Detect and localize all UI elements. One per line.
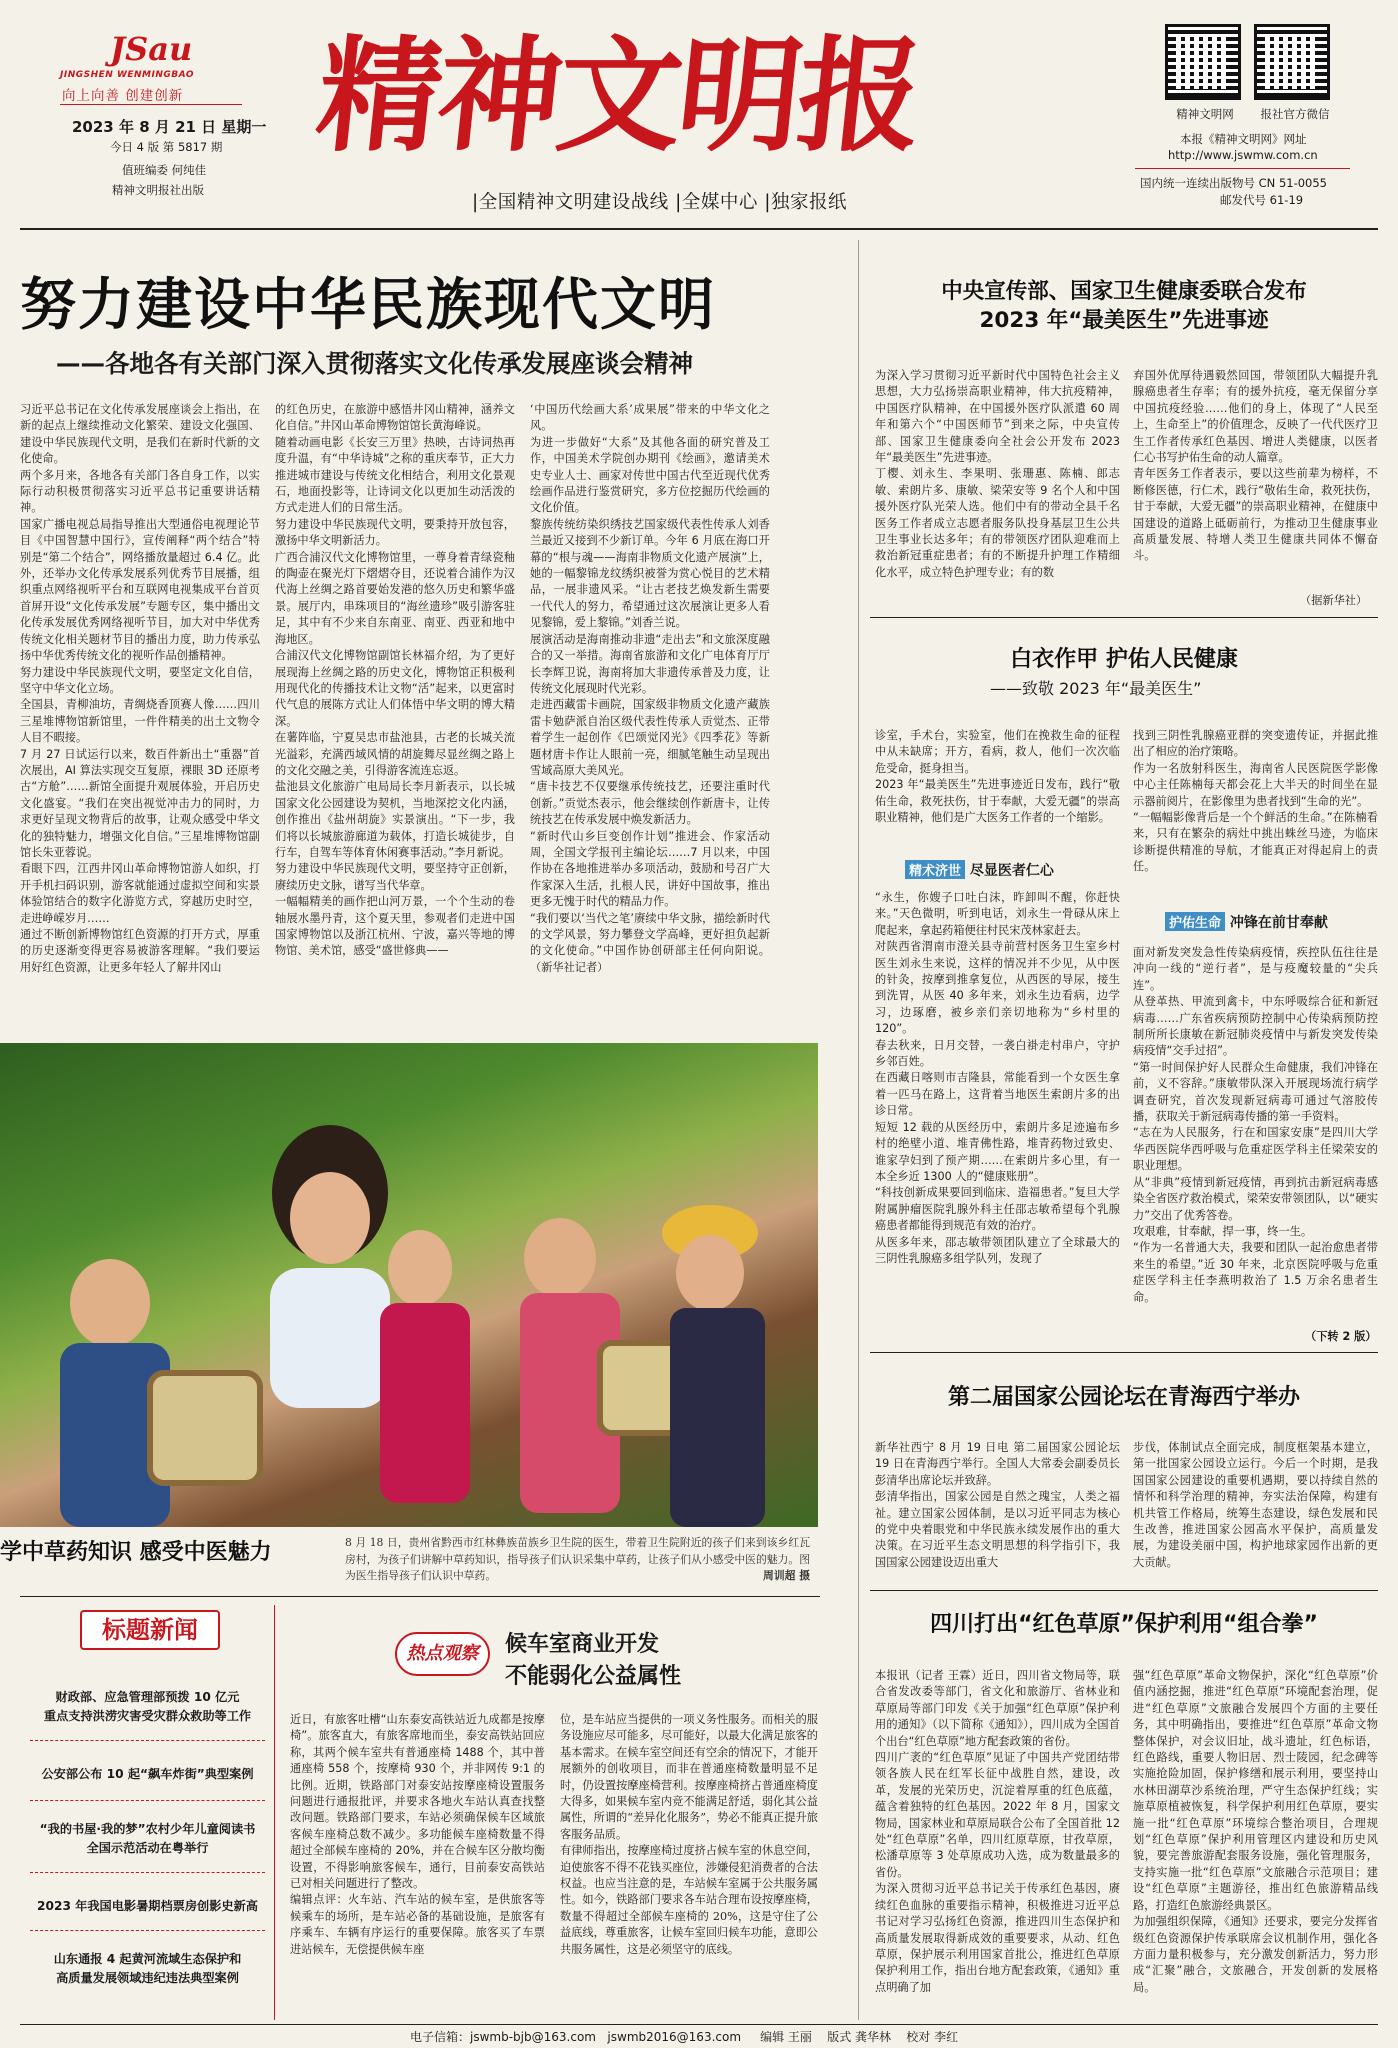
website-link[interactable]: http://www.jswmw.com.cn: [1168, 148, 1318, 162]
footer-editor: 编辑 王丽: [760, 2030, 812, 2044]
tribute-col-1-intro: 诊室，手术台，实验室，他们在挽救生命的征程中从未缺席；开方，看病，救人，他们一次次临危受命，挺身担当。 2023 年“最美医生”先进事迹近日发布，践行“敬佑生命，救死扶伤，甘于奉献，大爱无疆”的崇高职业精神，他们是广大医务工作者的一个缩影。: [875, 729, 1120, 825]
grassland-col-2: 强“红色草原”革命文物保护，深化“红色草原”价值内涵挖掘，推进“红色草原”环境配套治理，促进“红色草原”文旅融合发展四个方面的主要任务，其中明确指出，要推进“红色草原”革命文物整体保护，对会议旧址，战斗遗址，红色标语，红色路线，重要人物旧居、烈士陵园，纪念碑等实施抢险加固，保护修缮和展示利用，要坚持山水林田湖草沙系统治理，严守生态保护红线；实施草原植被恢复，科学保护利用红色草原，要实施一批“红色草原”环境综合整治项目，合理规划“红色草原”保护利用管理区内建设和历史风貌，要完善旅游配套服务设施，强化管理服务，支持实施一批“红色草原”文旅融合示范项目；建设“红色草原”主题游径，推出红色旅游精品线路，打造红色旅游经典景区。 为加强组织保障，《通知》还要求，要完分发挥省级红色资源保护传承联席会议机制作用，强化各方面力量积极参与，充分激发创新活力，努力形成“汇聚”融合，文旅融合，开发创新的发展格局。: [1133, 1669, 1378, 1994]
tribute-col-1-rest: “永生，你嫂子口吐白沫，昨卸叫不醒，你赶快来。”天色微明，听到电话，刘永生一骨碌从床上爬起来，拿起药箱便往村民宋茂林家赶去。 对陕西省渭南市澄关县寺前营村医务卫生室乡村医生刘永生来说，这样的情况并不少见，从中医的针灸，按摩到推拿复位，从西医的导尿，接生到洗胃，从医 40 多年来，刘永生边看病，边学习，边琢磨，被乡亲们亲切地称为“乡村里的 120”。 春去秋来，日月交替，一袭白褂走村串户，守护乡邻百姓。 在西藏日喀则市吉隆县，常能看到一个女医生拿着一匹马在路上，这背着当地医生索朗片多的出诊日常。 短短 12 载的从医经历中，索朗片多足迹遍布乡村的绝壁小道、堆青佛性路，堆青药物过致史、谁家孕妇到了预产期……在索朗片多心里，有一本全乡近 1300 人的“健康账册”。 “科技创新成果要回到临床、造福患者。”复旦大学附属肿瘤医院乳腺外科主任邵志敏希望每个乳腺癌患者都能得到规范有效的治疗。 从医多年来，邵志敏带领团队建立了全球最大的三阴性乳腺癌多组学队列，发现了: [875, 891, 1120, 1265]
commentary-col-1: 近日，有旅客吐槽“山东泰安高铁站近九成都是按摩椅”。旅客直大，有旅客席地而坐，泰安高铁站回应称，其两个候车室共有普通座椅 1488 个，其中普通座椅 558 个，按摩椅 930 个，并非网传 9:1 的比例。近期，铁路部门对泰安站按摩座椅设置服务问题进行通报批评，并要求各地火车站认真查找整改问题。铁路部门要求，车站必须确保候车区域旅客候车座椅总数不减少。多功能候车座椅数量不得超过全部候车座椅的 20%，并在合候车区分散均衡设置，不得影响旅客候车，通行，目前泰安高铁站已对相关问题进行了整改。 编辑点评：火车站、汽车站的候车室，是供旅客等候乘车的场所，是车站必备的基础设施，是旅客有序乘车、车辆有序运行的重要保障。旅客买了车票进站候车，无偿提供候车座: [290, 1713, 545, 1956]
doctors-source: （据新华社）: [1300, 594, 1368, 607]
tribute-subhead: ——致敬 2023 年“最美医生”: [990, 679, 1202, 698]
cn-number: 国内统一连续出版物号 CN 51-0055: [1140, 176, 1327, 190]
commentary-headline-2: 不能弱化公益属性: [505, 1664, 682, 1689]
issue-edition: 今日 4 版 第 5817 期: [110, 140, 223, 154]
sidebar-title: 标题新闻: [102, 1615, 198, 1644]
slogan: 向上向善 创建创新: [62, 88, 184, 104]
publisher: 精神文明报社出版: [112, 183, 204, 197]
post-code: 邮发代号 61-19: [1220, 193, 1304, 207]
qr1-label: 精神文明网: [1176, 107, 1234, 121]
tribute-col-2-rest: 面对新发突发急性传染病疫情，疾控队伍往往是冲向一线的“逆行者”，是与疫魔较量的“尖兵连”。 从登革热、甲流到禽卡，中东呼吸综合征和新冠病毒……广东省疾病预防控制中心传染病预防控制所所长康敏在新冠肺炎疫情中与新发突发传染病疫情“交手过招”。 “第一时间保护好人民群众生命健康，我们冲锋在前，义不容辞。”康敏带队深入开展现场流行病学调查研究，首次发现新冠病毒可通过气溶胶传播，获取关于新冠病毒传播的第一手资料。 “志在为人民服务，行在和国家安康”是四川大学华西医院华西呼吸与危重症医学科主任梁荣安的职业理想。 从“非典”疫情到新冠疫情，再到抗击新冠病毒感染全省医疗救治模式，梁荣安带领团队，以“硬实力”交出了优秀答卷。 攻艰难，甘奉献，捍一事，终一生。 “作为一名普通大夫，我要和团队一起治愈患者带来生的希望。”近 30 年来，北京医院呼吸与危重症医学科主任李燕明救治了 1.5 万余名患者生命。: [1133, 946, 1378, 1304]
tribute-section-2: 护佑生命 冲锋在前甘奉献: [1165, 912, 1328, 932]
qr-code-website: [1165, 24, 1241, 100]
park-headline: 第二届国家公园论坛在青海西宁举办: [947, 1385, 1300, 1410]
lead-col-3: ‘中国历代绘画大系’成果展”带来的中华文化之风。 为进一步做好“大系”及其他各面的研究普及工作，中国美术学院创办期刊《绘画》，邀请美术史专业人士、画家对传世中国古代至近现代优秀绘画作品进行鉴赏研究，多方位挖掘历代绘画的文化价值。 黎族传统纺染织绣技艺国家级代表性传承人刘香兰最近又接到不少新订单。今年 6 月底在海口开幕的“根与魂——海南非物质文化遗产展演”上，她的一幅黎锦龙纹绣织被誉为赏心悦目的艺术精品，一展非遗风采。“让古老技艺焕发新生需要一代代人的努力，希望通过这次展演让更多人看见黎锦，爱上黎锦。”刘香兰说。 展演活动是海南推动非遗“走出去”和文旅深度融合的又一举措。海南省旅游和文化广电体育厅厅长李辉卫说，海南将加大非遗传承普及力度，让传统文化展现时代光彩。 走进西藏雷卡画院，国家级非物质文化遗产藏族雷卡勉萨派自治区级代表性传承人贡觉杰、正带着学生一起创作《巴颂觉冈光》《四季花》等新题材唐卡作让人眼前一亮，细腻笔触生动呈现出雪域高原大美风光。 “唐卡技艺不仅要继承传统技艺，还要注重时代创新。”贡觉杰表示，他会继续创作新唐卡，让传统技艺在传承发展中焕发新活力。 “新时代山乡巨变创作计划”推进会、作家活动周，全国文学报刊主编论坛……7 月以来，中国作协在各地推进举办多项活动，鼓励和号召广大作家深入生活，扎根人民，讲好中国故事，推出更多无愧于时代的精品力作。 “我们要以‘当代之笔’赓续中华文脉，描绘新时代的文学风景，努力攀登文学高峰，更好担负起新的文化使命。”中国作协创研部主任何向阳说。（新华社记者）: [530, 403, 770, 974]
qr-code-wechat: [1254, 24, 1330, 100]
continue-note[interactable]: （下转 2 版）: [1305, 1330, 1377, 1343]
sidebar-item-4[interactable]: 山东通报 4 起黄河流域生态保护和 高质量发展领域违纪违法典型案例: [53, 1952, 242, 1985]
editor-on-duty: 值班编委 何纯佳: [122, 163, 207, 177]
doctors-headline-2: 2023 年“最美医生”先进事迹: [979, 308, 1269, 333]
masthead-nav: |全国精神文明建设战线 |全媒中心 |独家报纸: [472, 192, 848, 213]
sidebar-item-1[interactable]: 公安部公布 10 起“飙车炸街”典型案例: [41, 1767, 254, 1781]
doctors-col-2: 弃国外优厚待遇毅然回国，带领团队大幅提升乳腺癌患者生存率；有的援外抗疫，毫无保留分享中国抗疫经验……他们的身上，体现了“人民至上，生命至上”的价值理念，反映了一代代医疗卫生工作者传承红色基因、增进人类健康，以医者仁心书写护佑生命的动人篇章。 青年医务工作者表示，要以这些前辈为榜样，不断修医德，行仁术，践行“敬佑生命，救死扶伤，甘于奉献，大爱无疆”的崇高职业精神，在健康中国建设的道路上砥砺前行，为推动卫生健康事业高质量发展、特增人类卫生健康共同体不懈奋斗。: [1133, 369, 1378, 563]
photo-headline: 学中草药知识 感受中医魅力: [0, 1540, 272, 1565]
feature-photo: [0, 1043, 818, 1527]
footer: 电子信箱：jswmb-bjb@163.com jswmb2016@163.com 编辑 王丽 版式 龚华林 校对 李红: [410, 2030, 959, 2044]
doctors-col-1: 为深入学习贯彻习近平新时代中国特色社会主义思想，大力弘扬崇高职业精神，伟大抗疫精神，中国医疗队精神，在中国援外医疗队派遣 60 周年和第六个“中国医师节”到来之际，中央宣传部、国家卫生健康委向全社会公开发布 2023 年“最美医生”先进事迹。 丁樱、刘永生、李果明、张珊惠、陈楠、郎志敏、索朗片多、康敏、梁荣安等 9 名个人和中国援外医疗队光荣人选。他们中有的带动全县千名医务工作者成立志愿者服务队投身基层卫生公共卫生事业长达多年；有的带领医疗团队迎难而上救治新冠重症患者；有的不断提升护理工作精细化水平，成立特色护理专业；有的数: [875, 369, 1120, 579]
commentary-col-2: 位，是车站应当提供的一项义务性服务。而相关的服务设施应尽可能多，尽可能好，以最大化满足旅客的基本需求。在候车室空间还有空余的情况下，才能开展额外的创收项目，而非在普通座椅数量明显不足时，仍设置按摩座椅营利。按摩座椅挤占普通座椅度大得多，如果候车室内竞不能满足舒适，弱化其公益属性，所谓的“差异化化服务”，势必不能真正提升旅客服务品质。 有律师指出，按摩座椅过度挤占候车室的休息空间，迫使旅客不得不花钱买座位，涉嫌侵犯消费者的合法权益。也应当注意的是，车站候车室属于公共服务属性。如今，铁路部门要求各车站合理布设按摩座椅，数量不得超过全部候车座椅的 20%，这是守住了公益底线，尊重旅客，让候车室回归候车功能，意即公共服务属性，这是必须坚守的底线。: [560, 1713, 818, 1956]
photo-credit: 周训超 摄: [763, 1569, 810, 1582]
tribute-col-2-intro: 找到三阴性乳腺癌亚群的突变遗传证，并据此推出了相应的治疗策略。 作为一名放射科医生，海南省人民医院医学影像中心主任陈楠每天都会花上大半天的时间坐在显示器前阅片，在影像里为患者找到“生命的光”。 “一幅幅影像背后是一个个鲜活的生命。”在陈楠看来，只有在繁杂的病灶中挑出蛛丝马迹，为临床诊断提供精准的导航，才能真正对得起肩上的责任。: [1133, 729, 1378, 874]
photo-scene: [0, 1043, 818, 1527]
logo-sub: JINGSHEN WENMINGBAO: [60, 70, 194, 80]
sidebar-item-3[interactable]: 2023 年我国电影暑期档票房创影史新高: [37, 1899, 258, 1913]
newspaper-title: 精神文明报: [310, 24, 926, 169]
website-label: 本报《精神文明网》网址: [1180, 132, 1307, 146]
footer-email-1[interactable]: jswmb-bjb@163.com: [470, 2030, 596, 2044]
issue-date: 2023 年 8 月 21 日 星期一: [72, 118, 267, 136]
section-tag-2: 护佑生命: [1165, 912, 1225, 931]
footer-layout: 版式 龚华林: [827, 2030, 892, 2044]
park-col-2: 步伐，体制试点全面完成，制度框架基本建立，第一批国家公园设立运行。今后一个时期，是我国国家公园建设的重要机遇期，要以持续自然的情怀和科学治理的精神，夯实法治保障，构建有机共管工作格局，统筹生态建设，绿色发展和民生改善，推进国家公园高水平保护，高质量发展，为建设美丽中国，构护地球家园作出新的更大贡献。: [1133, 1441, 1378, 1569]
logo-mark: JSau: [110, 30, 193, 68]
sidebar-item-2[interactable]: “我的书屋·我的梦”农村少年儿童阅读书 全国示范活动在粤举行: [39, 1822, 256, 1855]
commentary-headline-1: 候车室商业开发: [505, 1632, 660, 1657]
sidebar-title-box: [80, 1610, 220, 1650]
qr2-label: 报社官方微信: [1260, 107, 1330, 121]
grassland-col-1: 本报讯（记者 王霖）近日，四川省文物局等，联合省发改委等部门，省文化和旅游厅、省林业和草原局等部门印发《关于加强“红色草原”保护利用的通知》（以下简称《通知》），四川成为全国首个出台“红色草原”地方配套政策的省份。 四川广袤的“红色草原”见证了中国共产党团结带领各族人民在红军长征中战胜自然，建设，改革，发展的光荣历史，沉淀着厚重的红色底蕴，蕴含着独特的红色基因。2022 年 8 月，国家文物局，国家林业和草原局联合公布了全国首批 12 处“红色草原”名单，四川红原草原，甘孜草原，松潘草原等 3 处草原成功入选，成为数量最多的省份。 为深入贯彻习近平总书记关于传承红色基因，赓续红色血脉的重要指示精神，积极推进习近平总书记对学习弘扬红色资源，推进四川生态保护和高质量发展取得新成效的重要要求，从动、红色草原，保护展示利用国家首批公，推进红色草原保护利用工作，指出台地方配套政策，《通知》重点明确了加: [875, 1669, 1120, 1994]
nav-item-2[interactable]: 独家报纸: [771, 192, 848, 213]
sidebar-item-0[interactable]: 财政部、应急管理部预拨 10 亿元 重点支持洪涝灾害受灾群众救助等工作: [43, 1690, 252, 1723]
lead-headline: 努力建设中华民族现代文明: [20, 273, 716, 338]
photo-caption: 8 月 18 日，贵州省黔西市红林彝族苗族乡卫生院的医生，带着卫生院附近的孩子们来到该乡红瓦房村，为孩子们讲解中草药知识，指导孩子们认识采集中草药，让孩子们从小感受中医的魅力。图为医生指导孩子们认识中草药。 周训超 摄: [345, 1535, 810, 1585]
tribute-section-1: 精术济世 尽显医者仁心: [905, 860, 1054, 880]
nav-item-0[interactable]: 全国精神文明建设战线: [478, 192, 669, 213]
lead-col-1: 习近平总书记在文化传承发展座谈会上指出，在新的起点上继续推动文化繁荣、建设文化强国、建设中华民族现代文明，是我们在新时代新的文化使命。 两个多月来，各地各有关部门各自身工作，以实际行动积极贯彻落实习近平总书记重要讲话精神。 国家广播电视总局指导推出大型通俗电视理论节目《中国智慧中国行》，宣传阐释“两个结合”特别是“第二个结合”，网络播放量超过 6.4 亿。此外，还举办文化传承发展系列优秀节目展播，组织重点网络视听平台和互联网电视集成平台首页首屏开设“文化传承发展”专题专区，集中播出文化传承发展优秀网络视听节目，加大对中华优秀传统文化相关题材节目的播出力度，助力传承弘扬中华优秀传统文化的视听作品创播精神。 努力建设中华民族现代文明，要坚定文化自信，坚守中华文化立场。 全国县，青柳油坊，青绸烧香顶赛人像……四川三星堆博物馆新馆里，一件件精美的出土文物令人目不暇接。 7 月 27 日试运行以来，数百件新出土“重器”首次展出，AI 算法实现交互复原，裸眼 3D 还原考古“方舱”……新馆全面提升观展体验，开启历史文化盛宴。“我们在突出视觉冲击力的同时，力求更好呈现文物背后的故事，让观众感受中华文化的独特魅力，增强文化自信。”三星堆博物馆副馆长朱亚蓉说。 看眼下四，江西井冈山革命博物馆游人如织，打开手机扫码识别，游客就能通过虚拟空间和实景体验馆结合的数字化游览方式，穿越历史时空，走进峥嵘岁月…… 通过不断创新博物馆红色资源的打开方式，厚重的历史逐渐变得更容易被游客理解。“我们要运用好红色资源，让更多年轻人了解井冈山: [20, 403, 260, 974]
footer-proof: 校对 李红: [906, 2030, 959, 2044]
section-tag-1: 精术济世: [905, 860, 965, 879]
park-col-1: 新华社西宁 8 月 19 日电 第二届国家公园论坛 19 日在青海西宁举行。全国人大常委会副委员长彭清华出席论坛并致辞。 彭清华指出，国家公园是自然之瑰宝，人类之福祉。建立国家公园体制，是以习近平同志为核心的党中央着眼党和中华民族永续发展作出的重大决策。在习近平生态文明思想的科学指引下，我国国家公园建设迈出重大: [875, 1441, 1120, 1569]
doctors-headline-1: 中央宣传部、国家卫生健康委联合发布: [941, 279, 1307, 304]
grassland-headline: 四川打出“红色草原”保护利用“组合拳”: [930, 1612, 1318, 1637]
nav-item-1[interactable]: 全媒中心: [681, 192, 758, 213]
footer-email-2[interactable]: jswmb2016@163.com: [607, 2030, 742, 2044]
lead-col-2: 的红色历史，在旅游中感悟井冈山精神，涵养文化自信。”井冈山革命博物馆馆长黄海峰说。 随着动画电影《长安三万里》热映，古诗词热再度升温，有“中华诗城”之称的重庆奉节，正大力推进城市建设与传统文化相结合，利用文化景观石，地面投影等，让诗词文化以更加生动活泼的方式走进人们的日常生活。 努力建设中华民族现代文明，要秉持开放包容，激扬中华文明新活力。 广西合浦汉代文化博物馆里，一尊身着青绿瓷釉的陶壶在聚光灯下熠熠夺目，还说着合浦作为汉代海上丝绸之路首要始发港的悠久历史和繁华盛景。展厅内，串珠项目的“海丝遗珍”吸引游客驻足，其中有不少来自东南亚、南亚、西亚和地中海地区。 合浦汉代文化博物馆副馆长林福介绍，为了更好展现海上丝绸之路的历史文化，博物馆正积极利用现代化的传播技术让文物“活”起来，以更富时代气息的展陈方式让人们体悟中华文明的博大精深。 在薯阵临，宁夏吴忠市盐池县，古老的长城关流光溢彩，充满西域风情的胡旋舞尽显丝绸之路上的文化交融之美，引得游客流连忘返。 盐池县文化旅游广电局局长李月新表示，以长城国家文化公园建设为契机，当地深挖文化内涵，创作推出《盐州胡旋》实景演出。“下一步，我们将以长城旅游廊道为载体，打造长城徒步，自行车，自驾车等体育休闲赛事活动。”李月新说。 努力建设中华民族现代文明，要坚持守正创新，赓续历史文脉，谱写当代华章。 一幅幅精美的画作把山河万景，一个个生动的卷轴展水墨丹青，这个夏天里，参观者们走进中国国家博物馆以及浙江杭州、宁波，嘉兴等地的博物馆、美术馆，感受“盛世修典——: [275, 403, 515, 958]
hot-topic-badge: 热点观察: [395, 1632, 490, 1676]
tribute-headline: 白衣作甲 护佑人民健康: [1010, 647, 1238, 672]
lead-subhead: ——各地各有关部门深入贯彻落实文化传承发展座谈会精神: [56, 349, 693, 378]
